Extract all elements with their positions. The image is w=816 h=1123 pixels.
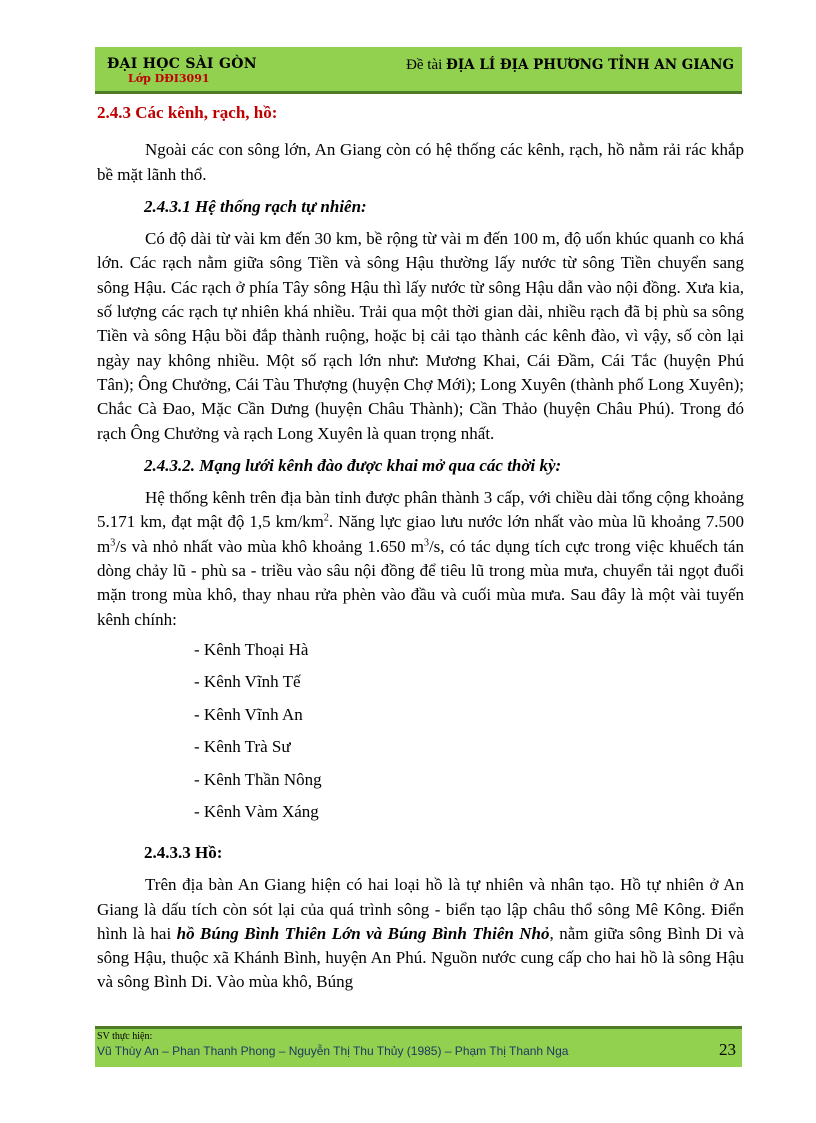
canal-network-paragraph: Hệ thống kênh trên địa bàn tỉnh được phân thành 3 cấp, với chiều dài tổng cộng khoảng 5.171 km, đạt mật độ 1,5 $km/km^2$. Năng lực giao lưu nước lớn nhất vào mùa lũ khoảng 7.500 $m^3/s$ và nhỏ nhất vào mùa khô khoảng 1.650 $m^3/s$, có tác dụng tích cực trong việc khuếch tán dòng chảy lũ - phù sa - triều vào sâu nội đồng để tiêu lũ trong mùa mưa, chuyển tải ngọt đuổi mặn trong mùa khô, thay nhau rửa phèn vào đầu và cuối mùa mưa. Sau đây là một vài tuyến kênh chính:	[97, 488, 744, 629]
list-item: - Kênh Thoại Hà	[194, 639, 309, 659]
list-item: - Kênh Vĩnh An	[194, 704, 303, 724]
school-name: ĐẠI HỌC SÀI GÒN	[107, 56, 257, 72]
intro-paragraph: Ngoài các con sông lớn, An Giang còn có hệ thống các kênh, rạch, hồ nằm rải rác khắp bề mặt lãnh thổ.	[97, 140, 744, 184]
lake-names-emphasis: hồ Búng Bình Thiên Lớn và Búng Bình Thiên Nhỏ	[176, 923, 550, 943]
list-item: - Kênh Trà Sư	[194, 737, 291, 757]
subsection-heading-natural-channels: 2.4.3.1 Hệ thống rạch tự nhiên:	[144, 196, 367, 216]
page-header	[95, 47, 742, 94]
canal-list	[97, 638, 744, 833]
list-item: - Kênh Thần Nông	[194, 769, 322, 789]
footer-label: SV thực hiện:	[97, 1031, 153, 1042]
page-number: 23	[719, 1040, 736, 1059]
topic-name: ĐỊA LÍ ĐỊA PHƯƠNG TỈNH AN GIANG	[446, 57, 734, 73]
list-item: - Kênh Vĩnh Tế	[194, 672, 301, 692]
class-label: Lớp DĐI3091	[128, 72, 210, 85]
student-names: Vũ Thùy An – Phan Thanh Phong – Nguyễn Thị Thu Thủy (1985) – Phạm Thị Thanh Nga	[97, 1044, 569, 1058]
topic-prefix: Đề tài	[406, 57, 443, 73]
page-footer	[95, 1026, 742, 1067]
page-body	[97, 96, 744, 995]
natural-channels-paragraph: Có độ dài từ vài km đến 30 km, bề rộng từ vài m đến 100 m, độ uốn khúc quanh co khá lớn. Các rạch nằm giữa sông Tiền và sông Hậu thường lấy nước từ sông Tiền chuyển sang sông Hậu. Các rạch ở phía Tây sông Hậu thì lấy nước từ sông Hậu dẫn vào nội đồng. Xưa kia, số lượng các rạch tự nhiên khá nhiều. Trải qua một thời gian dài, nhiều rạch đã bị phù sa sông Tiền và sông Hậu bồi đắp thành ruộng, hoặc bị cải tạo thành các kênh đào, vì vậy, số còn lại ngày nay không nhiều. Một số rạch lớn như: Mương Khai, Cái Đầm, Cái Tắc (huyện Phú Tân); Ông Chưởng, Cái Tàu Thượng (huyện Chợ Mới); Long Xuyên (thành phố Long Xuyên); Chắc Cà Đao, Mặc Cần Dưng (huyện Châu Thành); Cần Thảo (huyện Châu Phú). Trong đó rạch Ông Chưởng và rạch Long Xuyên là quan trọng nhất.	[97, 229, 744, 443]
list-item: - Kênh Vàm Xáng	[194, 802, 319, 822]
topic-title	[406, 57, 734, 74]
section-heading: 2.4.3 Các kênh, rạch, hồ:	[97, 103, 278, 122]
subsection-heading-lakes: 2.4.3.3 Hồ:	[144, 842, 223, 862]
lakes-paragraph: Trên địa bàn An Giang hiện có hai loại hồ là tự nhiên và nhân tạo. Hồ tự nhiên ở An Giang là dấu tích còn sót lại của quá trình sông - biển tạo lập châu thổ sông Mê Kông. Điển hình là hai hồ Búng Bình Thiên Lớn và Búng Bình Thiên Nhỏ, nằm giữa sông Bình Di và sông Hậu, thuộc xã Khánh Bình, huyện An Phú. Nguồn nước cung cấp cho hai hồ là sông Hậu và sông Bình Di. Vào mùa khô, Búng	[97, 875, 744, 992]
subsection-heading-canal-network: 2.4.3.2. Mạng lưới kênh đào được khai mở qua các thời kỳ:	[144, 455, 562, 475]
